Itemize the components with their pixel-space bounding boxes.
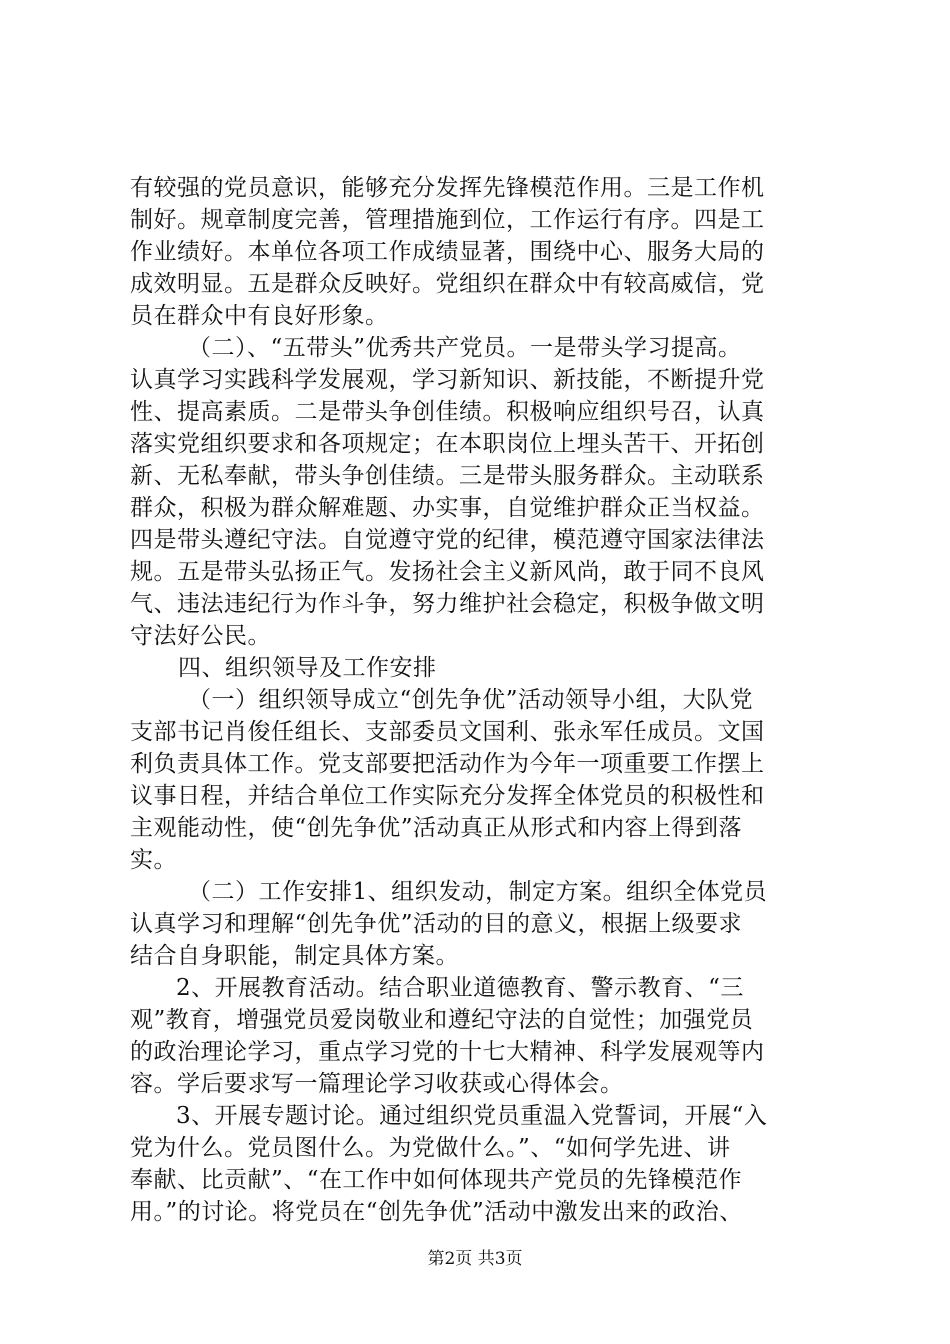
text-line: 奉献、比贡献”、“在工作中如何体现共产党员的先锋模范作 bbox=[130, 1167, 743, 1193]
section-heading: 四、组织领导及工作安排 bbox=[178, 655, 437, 681]
paragraph-start-line: 3、开展专题讨论。通过组织党员重温入党誓词，开展“入 bbox=[176, 1103, 768, 1129]
text-line: 结合自身职能，制定具体方案。 bbox=[130, 943, 459, 969]
text-line: 议事日程，并结合单位工作实际充分发挥全体党员的积极性和 bbox=[130, 783, 765, 809]
paragraph-start-line: （一）组织领导成立“创先争优”活动领导小组，大队党 bbox=[188, 687, 754, 713]
text-line: 新、无私奉献，带头争创佳绩。三是带头服务群众。主动联系 bbox=[130, 463, 765, 489]
text-line: 员在群众中有良好形象。 bbox=[130, 303, 389, 329]
document-body bbox=[130, 172, 835, 1228]
text-line: 的政治理论学习，重点学习党的十七大精神、科学发展观等内 bbox=[130, 1039, 765, 1065]
text-line: 用。”的讨论。将党员在“创先争优”活动中激发出来的政治、 bbox=[130, 1199, 743, 1225]
text-line: 观”教育，增强党员爱岗敬业和遵纪守法的自觉性；加强党员 bbox=[130, 1007, 754, 1033]
text-line: 有较强的党员意识，能够充分发挥先锋模范作用。三是工作机 bbox=[130, 175, 765, 201]
text-line: 认真学习和理解“创先争优”活动的目的意义，根据上级要求 bbox=[130, 911, 743, 937]
paragraph-start-line: （二）工作安排1、组织发动，制定方案。组织全体党员 bbox=[188, 879, 768, 905]
text-line: 容。学后要求写一篇理论学习收获或心得体会。 bbox=[130, 1071, 624, 1097]
text-line: 群众，积极为群众解难题、办实事，自觉维护群众正当权益。 bbox=[130, 495, 765, 521]
text-line: 利负责具体工作。党支部要把活动作为今年一项重要工作摆上 bbox=[130, 751, 765, 777]
page-number-footer: 第2页 共3页 bbox=[427, 1249, 523, 1269]
text-line: 作业绩好。本单位各项工作成绩显著，围绕中心、服务大局的 bbox=[130, 239, 765, 265]
paragraph-start-line: （二）、“五带头”优秀共产党员。一是带头学习提高。 bbox=[188, 335, 742, 361]
text-line: 实。 bbox=[130, 847, 177, 873]
text-line: 主观能动性，使“创先争优”活动真正从形式和内容上得到落 bbox=[130, 815, 743, 841]
text-line: 支部书记肖俊任组长、支部委员文国利、张永军任成员。文国 bbox=[130, 719, 765, 745]
text-line: 落实党组织要求和各项规定；在本职岗位上埋头苦干、开拓创 bbox=[130, 431, 765, 457]
text-line: 认真学习实践科学发展观，学习新知识、新技能，不断提升党 bbox=[130, 367, 765, 393]
text-line: 四是带头遵纪守法。自觉遵守党的纪律，模范遵守国家法律法 bbox=[130, 527, 765, 553]
text-line: 守法好公民。 bbox=[130, 623, 271, 649]
text-line: 党为什么。党员图什么。为党做什么。”、“如何学先进、讲 bbox=[130, 1135, 731, 1161]
text-line: 规。五是带头弘扬正气。发扬社会主义新风尚，敢于同不良风 bbox=[130, 559, 765, 585]
text-line: 性、提高素质。二是带头争创佳绩。积极响应组织号召，认真 bbox=[130, 399, 765, 425]
text-line: 制好。规章制度完善，管理措施到位，工作运行有序。四是工 bbox=[130, 207, 765, 233]
text-line: 成效明显。五是群众反映好。党组织在群众中有较高威信，党 bbox=[130, 271, 765, 297]
text-line: 气、违法违纪行为作斗争，努力维护社会稳定，积极争做文明 bbox=[130, 591, 765, 617]
paragraph-start-line: 2、开展教育活动。结合职业道德教育、警示教育、“三 bbox=[176, 975, 744, 1001]
